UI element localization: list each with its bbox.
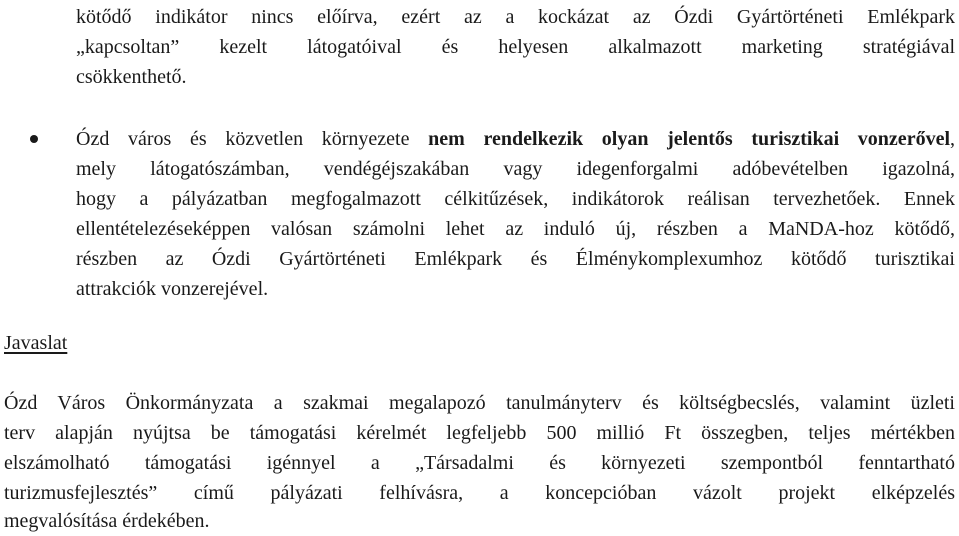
recommendation-line-4: turizmusfejlesztés” című pályázati felhívásra, a koncepcióban vázolt projekt elképzelés [4, 482, 955, 504]
bullet-line-1-end: , [950, 128, 955, 150]
section-heading: Javaslat [4, 332, 68, 354]
bullet-icon [30, 135, 38, 143]
bullet-paragraph-line-4: ellentételezéseképpen valósan számolni lehet az induló új, részben a MaNDA-hoz kötődő, [76, 218, 955, 240]
recommendation-line-3: elszámolható támogatási igénnyel a „Társadalmi és környezeti szempontból fenntartható [4, 452, 955, 474]
top-paragraph-line-1: kötődő indikátor nincs előírva, ezért az a kockázat az Ózdi Gyártörténeti Emlékpark [76, 6, 955, 28]
top-paragraph-line-2: „kapcsoltan” kezelt látogatóival és helyesen alkalmazott marketing stratégiával [76, 36, 955, 58]
bullet-paragraph-line-1 [76, 124, 955, 154]
bullet-paragraph-line-6: attrakciók vonzerejével. [76, 278, 269, 300]
bullet-paragraph-line-3: hogy a pályázatban megfogalmazott célkitűzések, indikátorok reálisan tervezhetőek. Ennek [76, 188, 955, 210]
recommendation-line-2: terv alapján nyújtsa be támogatási kérelmét legfeljebb 500 millió Ft összegben, teljes mértékben [4, 422, 955, 444]
bullet-line-1-bold: nem rendelkezik olyan jelentős turisztikai vonzerővel [428, 128, 950, 150]
bullet-line-1-plain: Ózd város és közvetlen környezete [76, 128, 429, 150]
recommendation-line-5: megvalósítása érdekében. [4, 510, 210, 532]
recommendation-line-1: Ózd Város Önkormányzata a szakmai megalapozó tanulmányterv és költségbecslés, valamint üzleti [4, 392, 955, 414]
top-paragraph-line-3: csökkenthető. [76, 66, 187, 88]
bullet-paragraph-line-2: mely látogatószámban, vendégéjszakában vagy idegenforgalmi adóbevételben igazolná, [76, 158, 955, 180]
bullet-paragraph-line-5: részben az Ózdi Gyártörténeti Emlékpark és Élménykomplexumhoz kötődő turisztikai [76, 248, 955, 270]
